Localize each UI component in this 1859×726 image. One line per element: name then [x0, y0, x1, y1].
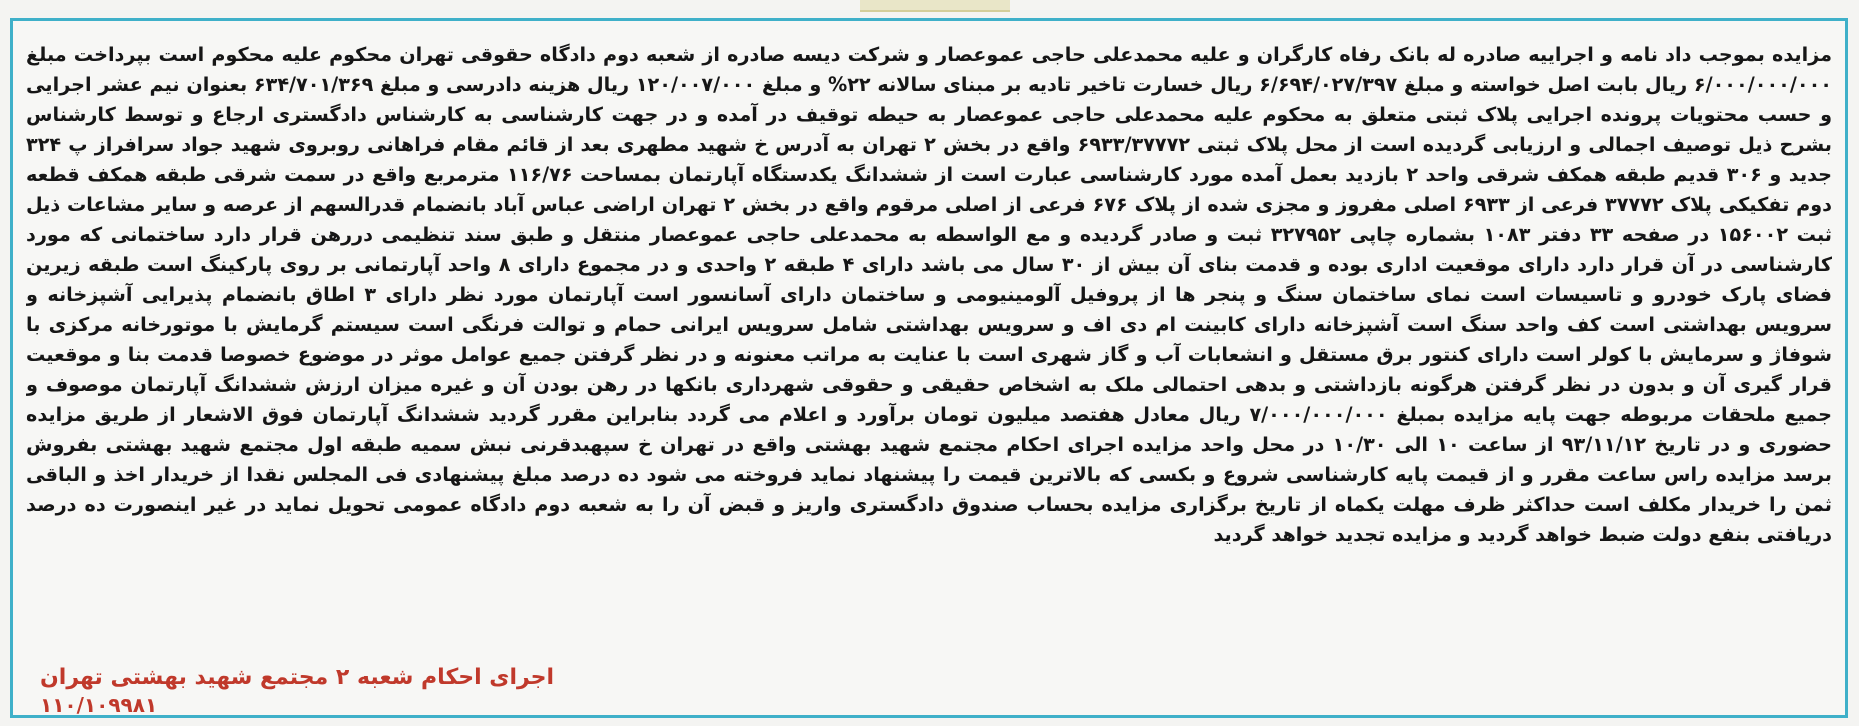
issuer-name: اجرای احکام شعبه ۲ مجتمع شهید بهشتی تهران — [40, 665, 555, 690]
clipping-top-tab — [860, 0, 1010, 12]
auction-notice-text: مزایده بموجب داد نامه و اجراییه صادره له بانک رفاه کارگران و علیه محمدعلی حاجی عموعصار و شرکت دیسه صادره از شعبه دوم دادگاه حقوقی تهران محکوم علیه محکوم است بپرداخت مبلغ ۶/۰۰۰/۰۰۰/۰۰۰ ریال بابت اصل خواسته و مبلغ ۶/۶۹۴/۰۲۷/۳۹۷ ریال خسارت تاخیر تادیه بر مبنای سالانه ۲۲% و مبلغ ۱۲۰/۰۰۷/۰۰۰ ریال هزینه دادرسی و مبلغ ۶۳۴/۷۰۱/۳۶۹ بعنوان نیم عشر اجرایی و حسب محتویات پرونده اجرایی پلاک ثبتی متعلق به محکوم علیه محمدعلی حاجی عموعصار به حیطه توقیف در آمده و در جهت کارشناسی به کارشناس دادگستری ارجاع و توسط کارشناس بشرح ذیل توصیف اجمالی و ارزیابی گردیده است از محل پلاک ثبتی ۶۹۳۳/۳۷۷۷۲ واقع در بخش ۲ تهران به آدرس خ شهید مطهری بعد از قائم مقام فراهانی روبروی شهید جواد سرافراز پ ۳۲۴ جدید و ۳۰۶ قدیم طبقه همکف شرقی واحد ۲ بازدید بعمل آمده مورد کارشناسی عبارت است از ششدانگ یکدستگاه آپارتمان بمساحت ۱۱۶/۷۶ مترمربع واقع در سمت شرقی طبقه همکف قطعه دوم تفکیکی پلاک ۳۷۷۷۲ فرعی از ۶۹۳۳ اصلی مفروز و مجزی شده از پلاک ۶۷۶ فرعی از اصلی مرقوم واقع در بخش ۲ تهران اراضی عباس آباد بانضمام قدرالسهم از عرصه و سایر مشاعات ذیل ثبت ۱۵۶۰۰۲ در صفحه ۳۳ دفتر ۱۰۸۳ بشماره چاپی ۳۲۷۹۵۲ ثبت و صادر گردیده و مع الواسطه به محمدعلی حاجی عموعصار منتقل و طبق سند تنظیمی دررهن قرار دارد ساختمانی که مورد کارشناسی در آن قرار دارد دارای موقعیت اداری بوده و قدمت بنای آن بیش از ۳۰ سال می باشد دارای ۴ طبقه ۲ واحدی و در مجموع دارای ۸ واحد آپارتمانی بر روی پارکینگ است طبقه زیرین فضای پارک خودرو و تاسیسات است نمای ساختمان سنگ و پنجر ها از پروفیل آلومینیومی و ساختمان دارای آسانسور است آپارتمان مورد نظر دارای ۳ اطاق بانضمام پذیرایی آشپزخانه و سرویس بهداشتی است کف واحد سنگ است آشپزخانه دارای کابینت ام دی اف و سرویس بهداشتی شامل سرویس ایرانی حمام و توالت فرنگی است سیستم گرمایش با موتورخانه مرکزی با شوفاژ و سرمایش با کولر است دارای کنتور برق مستقل و انشعابات آب و گاز شهری است با عنایت به مراتب معنونه و در نظر گرفتن جمیع عوامل موثر در موضوع خصوصا قدمت بنا و موقعیت قرار گیری آن و بدون در نظر گرفتن هرگونه بازداشتی و بدهی احتمالی ملک به اشخاص حقیقی و حقوقی شهرداری بانکها در رهن بودن آن و غیره میزان ارزش ششدانگ آپارتمان موصوف و جمیع ملحقات مربوطه جهت پایه مزایده بمبلغ ۷/۰۰۰/۰۰۰/۰۰۰ ریال معادل هفتصد میلیون تومان برآورد و اعلام می گردد بنابراین مقرر گردید ششدانگ آپارتمان فوق الاشعار از طریق مزایده حضوری و در تاریخ ۹۳/۱۱/۱۲ از ساعت ۱۰ الی ۱۰/۳۰ در محل واحد مزایده اجرای احکام مجتمع شهید بهشتی واقع در تهران خ سپهبدقرنی نبش سمیه طبقه اول مجتمع شهید بهشتی بفروش برسد مزایده راس ساعت مقرر و از قیمت پایه کارشناسی شروع و بکسی که بالاترین قیمت را پیشنهاد نماید فروخته می شود ده درصد مبلغ پیشنهادی فی المجلس نقدا از خریدار اخذ و الباقی ثمن را خریدار مکلف است حداکثر ظرف مهلت یکماه از تاریخ برگزاری مزایده بحساب صندوق دادگستری واریز و قبض آن را به شعبه دوم دادگاه عمومی تحویل نماید در غیر اینصورت ده درصد دریافتی بنفع دولت ضبط خواهد گردید و مزایده تجدید خواهد گردید — [26, 43, 1832, 546]
reference-number: ۱۱۰/۱۰۹۹۸۱ — [40, 693, 158, 717]
notice-signature — [40, 664, 554, 718]
